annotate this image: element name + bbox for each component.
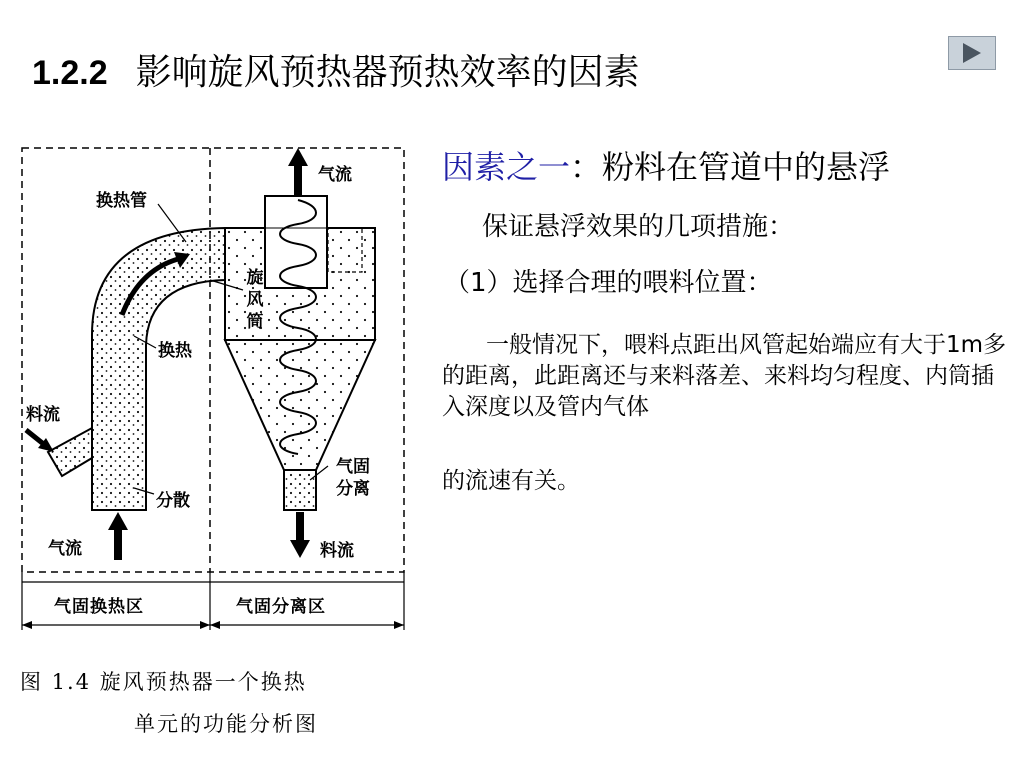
measures-heading: 保证悬浮效果的几项措施：: [482, 212, 795, 242]
gas-in-arrow-head: [108, 512, 128, 530]
item-1-heading: （1）选择合理的喂料位置：: [444, 268, 773, 298]
play-right-icon: [963, 43, 981, 63]
factor-rest: ：粉料在管道中的悬浮: [570, 148, 891, 186]
label-heat-exchange: 换热: [158, 341, 192, 361]
label-gas-flow-bottom: 气流: [48, 539, 82, 559]
cyclone-diagram: [10, 140, 430, 740]
slide-title: [32, 44, 640, 95]
cyclone-cone: [225, 340, 375, 470]
gas-out-arrow-head: [288, 148, 308, 166]
label-material-flow-in: 料流: [26, 405, 60, 425]
gas-out-arrow-shaft: [294, 164, 302, 196]
factor-heading: [442, 142, 1008, 188]
figure-caption-line2: 单元的功能分析图: [134, 712, 318, 736]
paragraph-body: [442, 330, 1008, 423]
label-cyclone-1: 旋: [246, 268, 264, 288]
material-chute: [48, 428, 92, 476]
label-disperse: 分散: [156, 491, 190, 511]
label-zone-heat: 气固换热区: [54, 597, 144, 617]
cyclone-preheater-figure: [10, 140, 430, 740]
label-gas-flow-top: 气流: [318, 165, 352, 185]
inner-tube: [265, 196, 327, 288]
label-separation: 分离: [336, 479, 370, 499]
cyclone-outlet-bottom: [284, 470, 316, 510]
label-zone-sep: 气固分离区: [236, 597, 326, 617]
label-material-flow-out: 料流: [320, 541, 354, 561]
material-out-arrow-shaft: [296, 512, 304, 542]
gas-in-arrow-shaft: [114, 528, 122, 560]
material-out-arrow-head: [290, 540, 310, 558]
factor-highlight: 因素之一: [442, 148, 571, 186]
label-gas-solid: 气固: [336, 457, 370, 477]
label-cyclone-3: 筒: [246, 312, 264, 332]
paragraph-end: 的流速有关。: [442, 468, 580, 494]
label-cyclone-2: 风: [246, 290, 264, 310]
title-text: 影响旋风预热器预热效率的因素: [135, 52, 640, 93]
paragraph-text: 一般情况下，喂料点距出风管起始端应有大于1m多的距离，此距离还与来料落差、来料均匀程度、内筒插入深度以及管内气体: [442, 332, 1007, 420]
title-number: 1.2.2: [32, 54, 108, 92]
label-heat-pipe: 换热管: [96, 191, 147, 211]
figure-caption-line1: 图 1.4 旋风预热器一个换热: [20, 670, 307, 694]
next-slide-button[interactable]: [948, 36, 996, 70]
